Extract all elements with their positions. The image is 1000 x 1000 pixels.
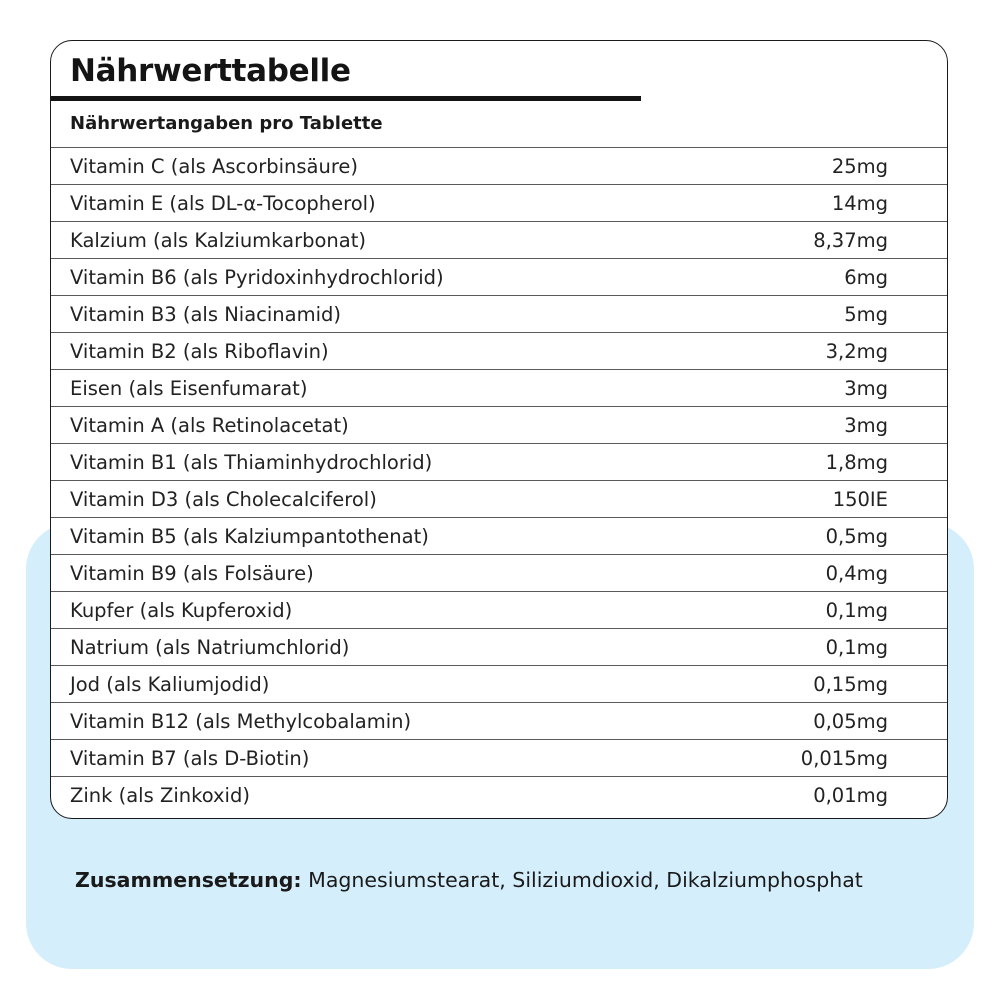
nutrient-amount: 0,01mg: [813, 783, 888, 807]
nutrient-row: [51, 665, 947, 702]
nutrient-name: Vitamin B1 (als Thiaminhydrochlorid): [70, 450, 433, 474]
nutrient-amount: 1,8mg: [825, 450, 888, 474]
composition-ingredients: Magnesiumstearat, Siliziumdioxid, Dikalziumphosphat: [301, 868, 863, 892]
nutrient-row: [51, 702, 947, 739]
nutrient-name: Zink (als Zinkoxid): [70, 783, 250, 807]
nutrient-row: [51, 591, 947, 628]
nutrient-row: [51, 295, 947, 332]
nutrient-amount: 0,4mg: [825, 561, 888, 585]
nutrient-name: Vitamin E (als DL-α-Tocopherol): [70, 191, 376, 215]
nutrient-name: Vitamin B2 (als Riboflavin): [70, 339, 329, 363]
nutrient-row: [51, 443, 947, 480]
nutrient-amount: 8,37mg: [813, 228, 888, 252]
nutrient-amount: 6mg: [844, 265, 888, 289]
nutrient-name: Jod (als Kaliumjodid): [70, 672, 270, 696]
nutrient-list: [51, 147, 947, 813]
nutrient-amount: 0,15mg: [813, 672, 888, 696]
nutrient-name: Natrium (als Natriumchlorid): [70, 635, 350, 659]
nutrient-row: [51, 406, 947, 443]
nutrient-amount: 3mg: [844, 413, 888, 437]
nutrient-row: [51, 369, 947, 406]
nutrient-row: [51, 184, 947, 221]
nutrient-amount: 5mg: [844, 302, 888, 326]
nutrient-name: Vitamin B5 (als Kalziumpantothenat): [70, 524, 429, 548]
nutrient-amount: 14mg: [831, 191, 888, 215]
title-underline: [51, 96, 641, 101]
nutrient-amount: 3mg: [844, 376, 888, 400]
nutrient-name: Vitamin A (als Retinolacetat): [70, 413, 349, 437]
nutrient-row: [51, 221, 947, 258]
nutrient-amount: 3,2mg: [825, 339, 888, 363]
composition-label: Zusammensetzung:: [75, 868, 302, 892]
table-title: Nährwerttabelle: [70, 53, 351, 89]
nutrient-name: Vitamin B7 (als D-Biotin): [70, 746, 310, 770]
nutrient-row: [51, 739, 947, 776]
nutrient-name: Vitamin D3 (als Cholecalciferol): [70, 487, 377, 511]
nutrient-name: Vitamin B9 (als Folsäure): [70, 561, 314, 585]
nutrient-amount: 0,1mg: [825, 635, 888, 659]
nutrient-amount: 150IE: [832, 487, 888, 511]
nutrient-amount: 0,015mg: [800, 746, 888, 770]
table-subheader: Nährwertangaben pro Tablette: [70, 113, 383, 134]
nutrient-name: Kalzium (als Kalziumkarbonat): [70, 228, 366, 252]
nutrient-name: Vitamin B3 (als Niacinamid): [70, 302, 342, 326]
nutrient-amount: 25mg: [831, 154, 888, 178]
nutrient-amount: 0,1mg: [825, 598, 888, 622]
nutrient-name: Vitamin B12 (als Methylcobalamin): [70, 709, 412, 733]
nutrient-row: [51, 776, 947, 813]
nutrient-row: [51, 147, 947, 184]
nutrient-name: Vitamin C (als Ascorbinsäure): [70, 154, 359, 178]
nutrient-row: [51, 258, 947, 295]
nutrient-name: Eisen (als Eisenfumarat): [70, 376, 308, 400]
nutrient-row: [51, 517, 947, 554]
composition-text: [75, 868, 863, 892]
nutrient-amount: 0,05mg: [813, 709, 888, 733]
nutrient-row: [51, 554, 947, 591]
nutrition-table-card: [50, 40, 948, 819]
nutrient-amount: 0,5mg: [825, 524, 888, 548]
nutrient-name: Vitamin B6 (als Pyridoxinhydrochlorid): [70, 265, 444, 289]
nutrient-row: [51, 332, 947, 369]
nutrient-name: Kupfer (als Kupferoxid): [70, 598, 293, 622]
nutrient-row: [51, 480, 947, 517]
nutrient-row: [51, 628, 947, 665]
